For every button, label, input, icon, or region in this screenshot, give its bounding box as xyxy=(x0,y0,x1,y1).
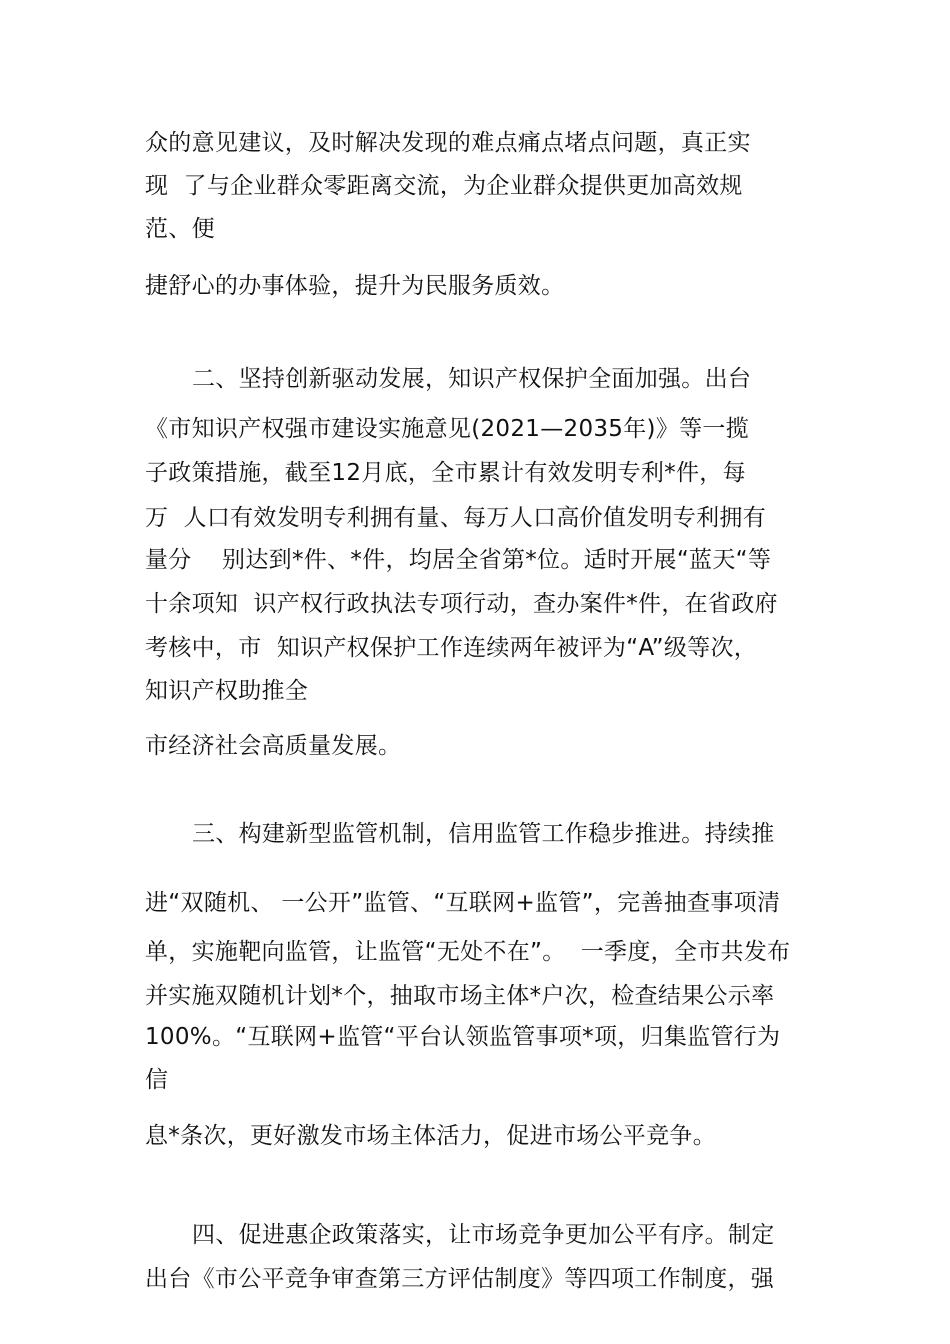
text-line: 现 了与企业群众零距离交流，为企业群众提供更加高效规 xyxy=(145,173,743,199)
text-line: 并实施双随机计划*个，抽取市场主体*户次，检查结果公示率 xyxy=(145,983,775,1009)
section-heading-4: 四、促进惠企政策落实，让市场竞争更加公平有序。制定 xyxy=(192,1222,775,1248)
text-line: 出台《市公平竞争审查第三方评估制度》等四项工作制度，强 xyxy=(145,1266,775,1292)
text-line: 市经济社会高质量发展。 xyxy=(145,733,402,759)
text-line: 知识产权助推全 xyxy=(145,678,309,704)
text-line: 信 xyxy=(145,1067,169,1093)
text-line: 息*条次，更好激发市场主体活力，促进市场公平竞争。 xyxy=(145,1123,716,1149)
text-line: 考核中，市 知识产权保护工作连续两年被评为“A”级等次， xyxy=(145,635,758,661)
text-line: 100%。“互联网+监管“平台认领监管事项*项，归集监管行为 xyxy=(145,1024,781,1050)
text-line: 十余项知 识产权行政执法专项行动，查办案件*件，在省政府 xyxy=(145,591,778,617)
text-line: 量分 别达到*件、*件，均居全省第*位。适时开展“蓝天“等 xyxy=(145,547,772,573)
text-line: 众的意见建议，及时解决发现的难点痛点堵点问题，真正实 xyxy=(145,130,751,156)
section-heading-2: 二、坚持创新驱动发展，知识产权保护全面加强。出台 xyxy=(192,366,752,392)
text-line: 进“双随机、 一公开”监管、“互联网+监管”，完善抽查事项清 xyxy=(145,890,781,916)
text-line: 万 人口有效发明专利拥有量、每万人口高价值发明专利拥有 xyxy=(145,505,767,531)
text-line: 单，实施靶向监管，让监管“无处不在”。 一季度，全市共发布 xyxy=(145,939,791,965)
section-heading-3: 三、构建新型监管机制，信用监管工作稳步推进。持续推 xyxy=(192,821,775,847)
text-line: 捷舒心的办事体验，提升为民服务质效。 xyxy=(145,273,565,299)
text-line: 《市知识产权强市建设实施意见(2021—2035年)》等一揽 xyxy=(145,416,750,442)
text-line: 范、便 xyxy=(145,216,215,242)
text-line: 子政策措施，截至12月底，全市累计有效发明专利*件，每 xyxy=(145,460,746,486)
